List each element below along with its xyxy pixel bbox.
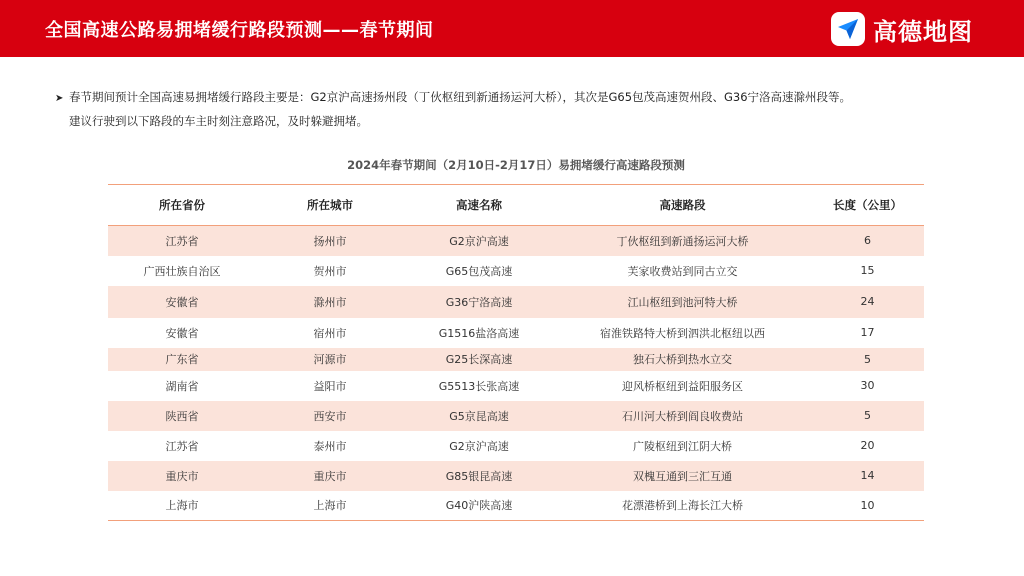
cell-province: 江苏省	[108, 226, 256, 256]
cell-highway-name: G1516盐洛高速	[404, 318, 554, 348]
cell-province: 上海市	[108, 491, 256, 521]
column-header-highway-section: 高速路段	[554, 185, 811, 226]
cell-highway-section: 广陵枢纽到江阴大桥	[554, 431, 811, 461]
cell-highway-section: 迎风桥枢纽到益阳服务区	[554, 371, 811, 401]
cell-city: 泰州市	[256, 431, 404, 461]
cell-length: 10	[811, 491, 924, 521]
cell-highway-name: G65包茂高速	[404, 256, 554, 286]
cell-city: 滁州市	[256, 286, 404, 318]
cell-province: 安徽省	[108, 318, 256, 348]
table-title: 2024年春节期间（2月10日-2月17日）易拥堵缓行高速路段预测	[347, 158, 685, 172]
arrow-right-bullet-icon: ➤	[55, 93, 64, 104]
cell-length: 14	[811, 461, 924, 491]
navigation-arrow-icon	[831, 12, 865, 46]
cell-length: 24	[811, 286, 924, 318]
cell-highway-name: G2京沪高速	[404, 226, 554, 256]
cell-city: 上海市	[256, 491, 404, 521]
table-header-row	[108, 185, 924, 226]
cell-province: 江苏省	[108, 431, 256, 461]
note-paragraph	[55, 86, 985, 132]
cell-province: 广西壮族自治区	[108, 256, 256, 286]
page-title: 全国高速公路易拥堵缓行路段预测——春节期间	[45, 20, 434, 41]
cell-highway-section: 花漂港桥到上海长江大桥	[554, 491, 811, 521]
note-text-2: 建议行驶到以下路段的车主时刻注意路况，及时躲避拥堵。	[69, 114, 368, 128]
cell-highway-section: 丁伙枢纽到新通扬运河大桥	[554, 226, 811, 256]
cell-province: 陕西省	[108, 401, 256, 431]
cell-highway-name: G25长深高速	[404, 348, 554, 371]
cell-length: 5	[811, 348, 924, 371]
cell-highway-name: G2京沪高速	[404, 431, 554, 461]
cell-length: 20	[811, 431, 924, 461]
column-header-province: 所在省份	[108, 185, 256, 226]
cell-length: 30	[811, 371, 924, 401]
cell-length: 15	[811, 256, 924, 286]
column-header-highway-name: 高速名称	[404, 185, 554, 226]
table-row	[108, 401, 924, 431]
cell-province: 安徽省	[108, 286, 256, 318]
cell-highway-name: G40沪陕高速	[404, 491, 554, 521]
cell-highway-name: G5京昆高速	[404, 401, 554, 431]
cell-highway-section: 宿淮铁路特大桥到泗洪北枢纽以西	[554, 318, 811, 348]
column-header-city: 所在城市	[256, 185, 404, 226]
cell-length: 5	[811, 401, 924, 431]
cell-province: 湖南省	[108, 371, 256, 401]
column-header-length: 长度（公里）	[811, 185, 924, 226]
congestion-table	[108, 184, 924, 521]
note-text-1: 春节期间预计全国高速易拥堵缓行路段主要是：G2京沪高速扬州段（丁伙枢纽到新通扬运河大桥），其次是G65包茂高速贺州段、G36宁洛高速滁州段等。	[69, 90, 852, 104]
cell-highway-section: 双槐互通到三汇互通	[554, 461, 811, 491]
table-row	[108, 491, 924, 521]
cell-province: 重庆市	[108, 461, 256, 491]
header-bar	[0, 0, 1024, 57]
cell-city: 宿州市	[256, 318, 404, 348]
cell-province: 广东省	[108, 348, 256, 371]
table-row	[108, 318, 924, 348]
cell-highway-section: 芙家收费站到同古立交	[554, 256, 811, 286]
cell-city: 河源市	[256, 348, 404, 371]
logo-text: 高德地图	[873, 17, 973, 46]
cell-highway-name: G36宁洛高速	[404, 286, 554, 318]
cell-length: 17	[811, 318, 924, 348]
cell-city: 贺州市	[256, 256, 404, 286]
table-body	[108, 226, 924, 521]
cell-highway-section: 石川河大桥到阎良收费站	[554, 401, 811, 431]
table-row	[108, 461, 924, 491]
cell-city: 扬州市	[256, 226, 404, 256]
cell-city: 西安市	[256, 401, 404, 431]
table-row	[108, 431, 924, 461]
cell-city: 益阳市	[256, 371, 404, 401]
cell-city: 重庆市	[256, 461, 404, 491]
table-row	[108, 226, 924, 256]
cell-highway-section: 独石大桥到热水立交	[554, 348, 811, 371]
logo	[831, 11, 973, 47]
cell-highway-name: G85银昆高速	[404, 461, 554, 491]
cell-length: 6	[811, 226, 924, 256]
cell-highway-section: 江山枢纽到池河特大桥	[554, 286, 811, 318]
table-row	[108, 256, 924, 286]
table-row	[108, 371, 924, 401]
cell-highway-name: G5513长张高速	[404, 371, 554, 401]
table-row	[108, 286, 924, 318]
note-line-1	[55, 86, 985, 110]
table-row	[108, 348, 924, 371]
